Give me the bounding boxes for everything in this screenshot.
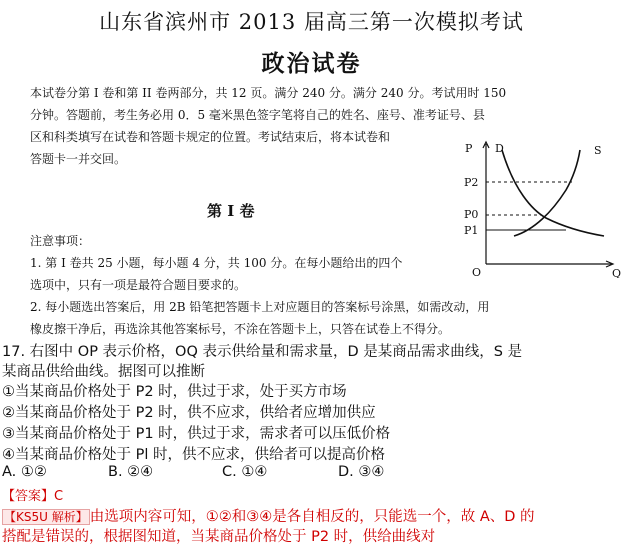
note2-line-2: 橡皮擦干净后，再选涂其他答案标号，不涂在答题卡上，只答在试卷上不得分。	[30, 322, 451, 336]
document-title: 山东省滨州市 2013 届高三第一次模拟考试	[99, 10, 524, 34]
statement-2: ②当某商品价格处于 P2 时，供不应求，供给者应增加供应	[2, 405, 376, 421]
answer-label: 【答案】	[2, 489, 55, 504]
demand-label: D	[495, 142, 504, 155]
p0-label: P0	[464, 208, 479, 221]
note1-line-1: 1. 第 I 卷共 25 小题，每小题 4 分，共 100 分。在每小题给出的四个	[30, 256, 403, 270]
statement-4: ④当某商品价格处于 Pl 时，供不应求，供给者可以提高价格	[2, 447, 385, 463]
statement-1: ①当某商品价格处于 P2 时，供过于求，处于买方市场	[2, 384, 347, 400]
statement-3: ③当某商品价格处于 P1 时，供过于求，需求者可以压低价格	[2, 426, 391, 442]
option-c: C. ①④	[222, 464, 268, 480]
note1-line-2: 选项中，只有一项是最符合题目要求的。	[30, 278, 247, 292]
intro-line-4: 答题卡一并交回。	[30, 152, 127, 166]
section-heading: 第 I 卷	[207, 202, 255, 220]
analysis-text-1: 由选项内容可知，①②和③④是各自相反的，只能选一个，故 A、D 的	[89, 509, 535, 525]
intro-line-1: 本试卷分第 I 卷和第 II 卷两部分，共 12 页。满分 240 分。满分 240 分。考试用时 150	[30, 86, 507, 100]
option-d: D. ③④	[338, 464, 385, 480]
document-subtitle: 政治试卷	[261, 50, 362, 77]
q-axis-label: Q	[612, 267, 622, 278]
question-stem-line-2: 某商品供给曲线。据图可以推断	[2, 364, 205, 380]
intro-line-3: 区和科类填写在试卷和答题卡规定的位置。考试结束后，将本试卷和	[30, 130, 391, 144]
question-stem-line-1: 17. 右图中 OP 表示价格，OQ 表示供给量和需求量，D 是某商品需求曲线，S 是	[2, 344, 523, 360]
demand-curve	[502, 150, 604, 236]
origin-label: O	[472, 266, 482, 278]
p2-label: P2	[464, 176, 479, 189]
intro-line-2: 分钟。答题前，考生务必用 0．5 毫米黑色签字笔将自己的姓名、座号、准考证号、县	[30, 108, 485, 122]
analysis-line-1	[2, 505, 535, 526]
option-b: B. ②④	[108, 464, 154, 480]
answer-value: C	[54, 489, 64, 504]
answer-row	[2, 485, 63, 504]
supply-demand-graph	[462, 138, 622, 278]
supply-curve	[514, 150, 580, 236]
note2-line-1: 2. 每小题选出答案后，用 2B 铅笔把答题卡上对应题目的答案标号涂黑，如需改动，用	[30, 300, 490, 314]
notes-label: 注意事项：	[30, 234, 91, 248]
p-axis-label: P	[465, 142, 473, 155]
supply-label: S	[594, 144, 602, 157]
analysis-line-2: 搭配是错误的，根据图知道，当某商品价格处于 P2 时，供给曲线对	[2, 529, 436, 545]
analysis-label: 【KS5U 解析】	[4, 510, 88, 524]
option-a: A. ①②	[2, 464, 47, 480]
p1-label: P1	[464, 224, 479, 237]
